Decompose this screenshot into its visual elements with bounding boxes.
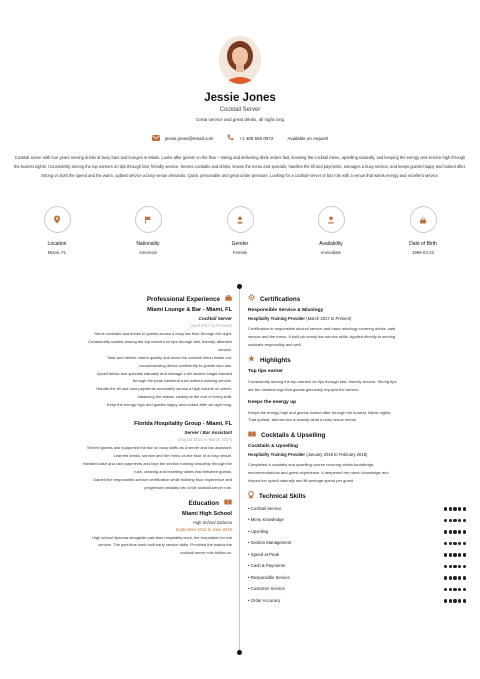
skill-level-dot	[453, 542, 456, 545]
job-dates: (August 2016 to March 2017)	[177, 437, 232, 443]
skill-level-dot	[463, 565, 466, 568]
timeline-divider	[239, 286, 240, 652]
timeline-dot-top	[237, 284, 242, 289]
job-description: Served guests and supported the bar on busy shifts as a server and bar assistant. Learned drinks, service and the menu on the floor of a busy venue. Handled cash and card payments and kept the section running smoothly through the rush, clearing and resetting tables fast between guests. Gained the responsible-service certification while building floor experience and progressed steadily into a full cocktail-server role.	[82, 445, 232, 490]
skill-row	[248, 503, 466, 515]
skill-level-dot	[449, 542, 452, 545]
skill-row	[248, 526, 466, 538]
skill-level-dot	[463, 553, 466, 556]
skill-level-dot	[458, 576, 461, 579]
bullet: •	[248, 586, 251, 592]
skill-row	[248, 584, 466, 596]
highlight-description: Consistently among the top earners on tips through fast, friendly service. Strong tips are the clearest sign that guests genuinely enjoyed the service.	[248, 378, 397, 392]
job-role: Cocktail Server	[198, 316, 232, 321]
fact-value: 1999-03-22	[412, 250, 434, 255]
skill-level-dot	[453, 588, 456, 591]
skill-name: Cocktail Service	[250, 505, 282, 511]
skill-name: Customer Service	[250, 586, 285, 592]
email-icon	[152, 135, 160, 142]
skill-row	[248, 538, 466, 550]
school-name: Miami High School	[181, 510, 232, 517]
skill-level-dot	[453, 565, 456, 568]
fact-value: Immediate	[320, 250, 342, 255]
fact-birth-date	[388, 206, 458, 255]
job-employer: Florida Hospitality Group - Miami, FL	[134, 421, 232, 428]
skill-name: Responsible Service	[250, 574, 290, 580]
award-icon	[248, 491, 254, 504]
skill-row	[248, 572, 466, 584]
skill-name: Order Accuracy	[250, 597, 281, 603]
flag-icon	[144, 211, 152, 229]
bullet: •	[248, 563, 251, 569]
certification-description: Certification in responsible alcohol service and basic mixology covering drinks, safe service and the menu. It built job-ready bar-service skills. Applied directly to serving cocktails responsibly and well.	[248, 326, 396, 347]
degree: High School Diploma	[192, 519, 232, 525]
skill-level-dot	[453, 553, 456, 556]
email-link[interactable]: jessie.jones@email.com	[164, 135, 214, 141]
personal-facts	[0, 206, 480, 266]
fact-location	[22, 206, 92, 255]
fact-value: American	[138, 250, 158, 255]
skill-row	[248, 561, 466, 573]
contact-row	[0, 134, 480, 142]
fact-value: Female	[232, 250, 248, 255]
job-entry	[14, 306, 232, 409]
skill-level-dot	[444, 507, 447, 510]
skill-level-dot	[463, 530, 466, 533]
job-dates: (April 2017 to Present)	[190, 323, 232, 328]
skill-level-dot	[444, 553, 447, 556]
skill-level-dot	[453, 507, 456, 510]
skill-level-dot	[458, 542, 461, 545]
skill-level-dots	[443, 565, 466, 568]
candidate-name: Jessie Jones	[204, 92, 276, 104]
skill-name: Upselling	[250, 528, 269, 534]
skill-name: Speed at Peak	[250, 551, 279, 557]
job-description: Serve cocktails and drinks to guests across a busy bar floor through the night. Consistently ranked among the top earners on tips through fast, friendly, attentive service. Take and deliver orders quickly and know the cocktail menu inside out, recommending drinks confidently to guests who ask. Upsell drinks and specials naturally and manage a full section single-handed through the peak weekend rush without slowing service. Handle the till and card payments accurately across a high volume of orders, balancing the drawer cleanly at the end of every shift. Keep the energy high and guests happy and looked after all night long.	[88, 331, 232, 408]
skill-level-dots	[443, 542, 466, 545]
course-meta: Hospitality Training Provider (January 2019 to February 2019)	[248, 452, 368, 458]
job-entry	[14, 420, 232, 491]
skill-level-dots	[443, 588, 466, 591]
skill-row	[248, 515, 466, 527]
skill-name: Cash & Payments	[250, 563, 286, 569]
skill-level-dot	[463, 542, 466, 545]
bullet: •	[248, 540, 251, 546]
skill-level-dot	[449, 588, 452, 591]
skill-row	[248, 595, 466, 607]
skill-level-dot	[458, 588, 461, 591]
skill-level-dot	[453, 599, 456, 602]
skill-level-dot	[463, 519, 466, 522]
certifications-heading: Certifications	[248, 294, 466, 306]
skill-level-dot	[444, 588, 447, 591]
skill-level-dot	[463, 588, 466, 591]
job-role: Server / Bar Assistant	[184, 430, 232, 436]
bullet: •	[248, 597, 251, 603]
fact-value: Miami, FL	[47, 250, 67, 255]
left-column	[14, 294, 232, 557]
skill-level-dots	[443, 530, 466, 533]
skill-level-dots	[443, 519, 466, 522]
certification-name: Responsible Service & Mixology	[248, 308, 324, 313]
right-column	[248, 294, 466, 607]
cake-icon	[419, 211, 427, 229]
skill-level-dot	[458, 507, 461, 510]
fact-availability	[296, 206, 366, 255]
skill-level-dots	[443, 576, 466, 579]
fact-label: Availability	[319, 241, 343, 247]
fact-nationality	[113, 206, 183, 255]
location-pin-icon	[53, 211, 61, 229]
person-icon	[236, 211, 244, 229]
tagline: Great service and great drinks, all night long	[195, 117, 285, 122]
fact-label: Date of Birth	[409, 241, 437, 247]
skill-level-dot	[444, 565, 447, 568]
bullet: •	[248, 505, 251, 511]
skill-row	[248, 549, 466, 561]
phone-icon	[227, 134, 234, 142]
education-dates: September 2012 to June 2016	[175, 526, 232, 532]
skill-level-dot	[449, 553, 452, 556]
skills-heading: Technical Skills	[248, 491, 466, 503]
skill-level-dot	[463, 599, 466, 602]
person-badge-icon	[327, 211, 335, 229]
skill-level-dot	[458, 519, 461, 522]
highlight-name: Keeps the energy up	[248, 399, 297, 405]
fact-label: Gender	[231, 241, 249, 247]
skill-level-dot	[449, 530, 452, 533]
skill-level-dot	[449, 565, 452, 568]
skill-name: Section Management	[250, 540, 292, 546]
skills-list	[248, 503, 466, 607]
skill-level-dot	[453, 530, 456, 533]
skill-level-dot	[444, 576, 447, 579]
book-icon	[248, 430, 256, 442]
certification-meta: Hospitality Training Provider (March 2017 to Present)	[248, 316, 352, 321]
skill-level-dots	[443, 507, 466, 510]
skill-level-dot	[449, 599, 452, 602]
education-description: High school diploma alongside part-time hospitality work, the foundation for bar service. The part-time work built early service skills. Provided the basics the cocktail-server role builds on.	[92, 534, 232, 556]
briefcase-icon	[225, 294, 232, 306]
highlights-heading: Highlights	[248, 355, 466, 367]
star-icon	[248, 355, 255, 367]
bullet: •	[248, 517, 251, 523]
highlight-name: Top tips earner	[248, 368, 283, 374]
skill-level-dot	[449, 519, 452, 522]
skill-level-dot	[444, 530, 447, 533]
bullet: •	[248, 528, 251, 534]
course-name: Cocktails & Upselling	[248, 444, 299, 450]
book-icon	[224, 498, 232, 510]
skill-level-dot	[463, 507, 466, 510]
skill-level-dots	[443, 599, 466, 602]
avatar	[219, 36, 261, 84]
fact-label: Location	[47, 241, 67, 247]
education-heading: Education	[14, 498, 232, 510]
skill-name: Menu Knowledge	[250, 517, 284, 523]
job-employer: Miami Lounge & Bar - Miami, FL	[147, 307, 232, 313]
skill-level-dot	[458, 565, 461, 568]
fact-gender	[205, 206, 275, 255]
skill-level-dot	[453, 576, 456, 579]
skill-level-dot	[444, 599, 447, 602]
timeline-dot-bottom	[237, 650, 242, 655]
experience-heading: Professional Experience	[14, 294, 232, 306]
skill-level-dot	[449, 576, 452, 579]
bullet: •	[248, 551, 251, 557]
skill-level-dots	[443, 553, 466, 556]
phone-text: +1 305 555 0872	[239, 135, 274, 141]
bullet: •	[248, 574, 251, 580]
highlight-description: Keeps the energy high and guests looked after through the busiest, fullest nights. That upbeat, fast service is exactly what a busy venue needs.	[248, 409, 392, 423]
job-title: Cocktail Server	[219, 107, 261, 113]
skill-level-dot	[444, 542, 447, 545]
skill-level-dot	[449, 507, 452, 510]
course-description: Completed a cocktails and upselling course covering drinks knowledge, recommendations and guest experience. It deepened her menu knowledge and helped her upsell naturally and lift average spend per guest.	[248, 462, 389, 484]
skill-level-dot	[453, 519, 456, 522]
skill-level-dot	[458, 553, 461, 556]
skill-level-dot	[458, 530, 461, 533]
profile-summary: Cocktail server with four years serving drinks at busy bars and lounges in Miami. Looks after guests on the floor – taking and delivering drink orders fast, knowing the cocktail menu, upselling naturally, and keeping the energy and service high through the busiest nights. Consistently among the top earners on tips through fast, friendly service. Serves cocktails and drinks, knows the menu and specials, handles the till and payments, manages a busy section, and keeps guests happy and looked after. Strong on both the speed and the warm, upbeat service a busy venue demands. Quick, personable and great under pressure. Looking for a cocktail-server or bar role with a venue that wants energy and excellent service.	[14, 155, 466, 178]
skill-level-dot	[463, 576, 466, 579]
skill-level-dot	[444, 519, 447, 522]
skill-level-dot	[458, 599, 461, 602]
gear-icon	[248, 294, 255, 306]
courses-heading: Cocktails & Upselling	[248, 430, 466, 442]
fact-label: Nationality	[136, 241, 160, 247]
reference-text: Available on request	[287, 135, 329, 141]
